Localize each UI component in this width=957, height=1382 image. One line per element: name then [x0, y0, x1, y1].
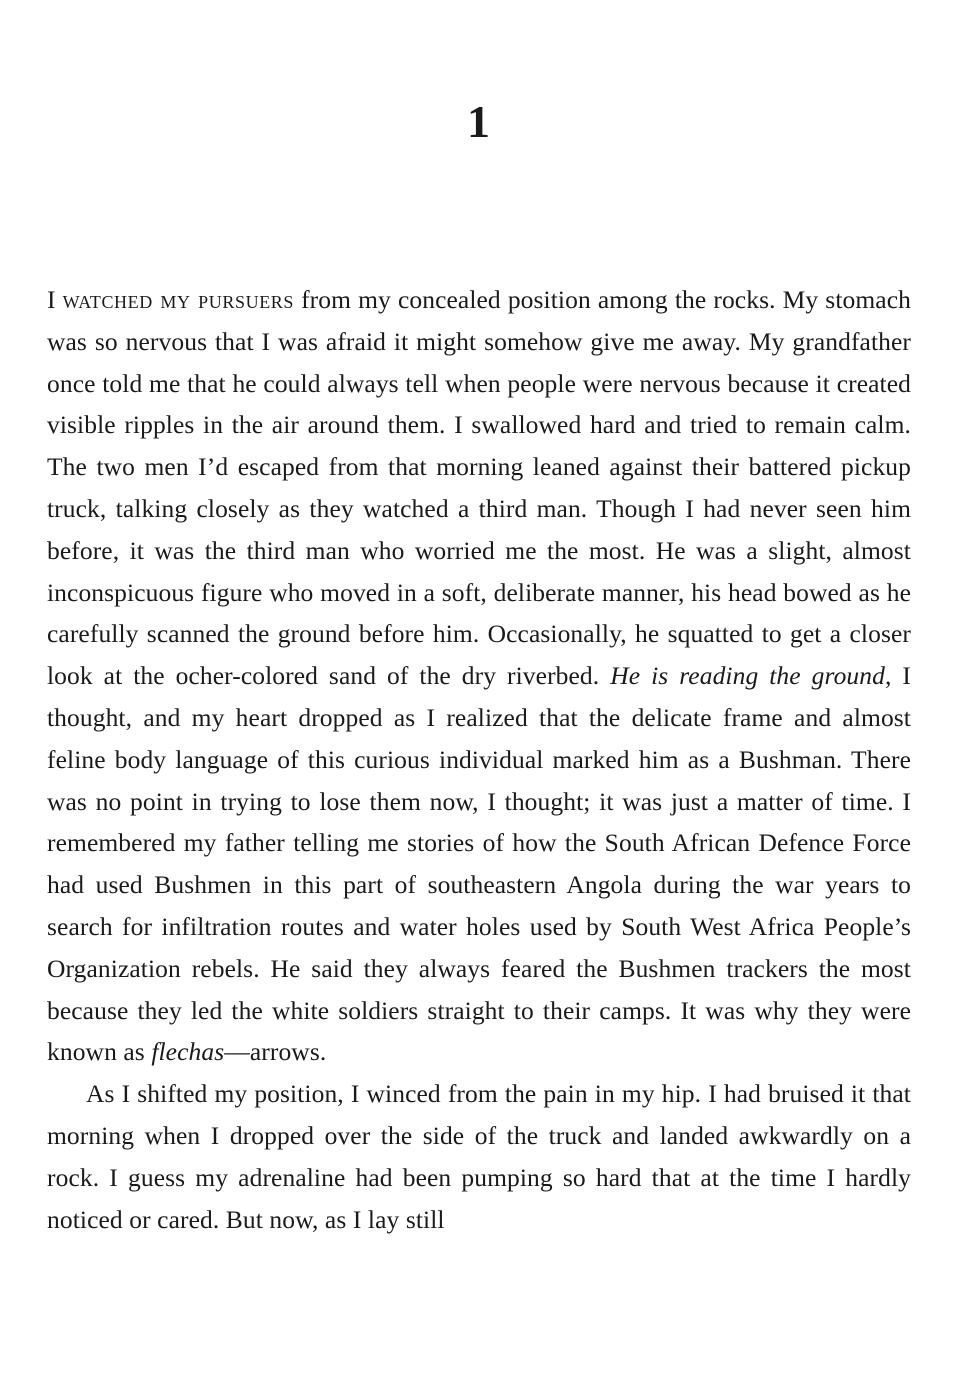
- italic-phrase-reading-ground: He is reading the ground: [610, 661, 885, 691]
- paragraph-1-text-b: , I thought, and my heart dropped as I realized that the delicate frame and almost feline body language of this curious individual marked him as a Bushman. There was no point in trying to lose them now, I thought; it was just a matter of time. I remembered my father telling me stories of how the South African Defence Force had used Bushmen in this part of southeastern Angola during the war years to search for infiltration routes and water holes used by South West Africa People’s Organization rebels. He said they always feared the Bushmen trackers the most because they led the white soldiers straight to their camps. It was why they were known as: [47, 661, 911, 1067]
- opening-smallcaps: watched my pursuers: [62, 285, 295, 314]
- paragraph-2-text: As I shifted my position, I winced from the pain in my hip. I had bruised it that morning when I dropped over the side of the truck and landed awkwardly on a rock. I guess my adrenaline had been pumping so hard that at the time I hardly noticed or cared. But now, as I lay still: [47, 1079, 911, 1234]
- paragraph-1-text-a: from my concealed position among the rocks. My stomach was so nervous that I was afraid it might somehow give me away. My grandfather once told me that he could always tell when people were nervous because it created visible ripples in the air around them. I swallowed hard and tried to remain calm. The two men I’d escaped from that morning leaned against their battered pickup truck, talking closely as they watched a third man. Though I had never seen him before, it was the third man who worried me the most. He was a slight, almost inconspicuous figure who moved in a soft, deliberate manner, his head bowed as he carefully scanned the ground before him. Occasionally, he squatted to get a closer look at the ocher-colored sand of the dry riverbed.: [47, 285, 911, 691]
- italic-word-flechas: flechas: [151, 1037, 225, 1067]
- paragraph-1: [47, 279, 911, 1073]
- paragraph-1-text-c: —arrows.: [224, 1037, 327, 1067]
- paragraph-2: [47, 1073, 911, 1240]
- chapter-number: 1: [467, 96, 490, 147]
- chapter-body: [47, 279, 911, 1240]
- drop-word: I: [47, 285, 63, 314]
